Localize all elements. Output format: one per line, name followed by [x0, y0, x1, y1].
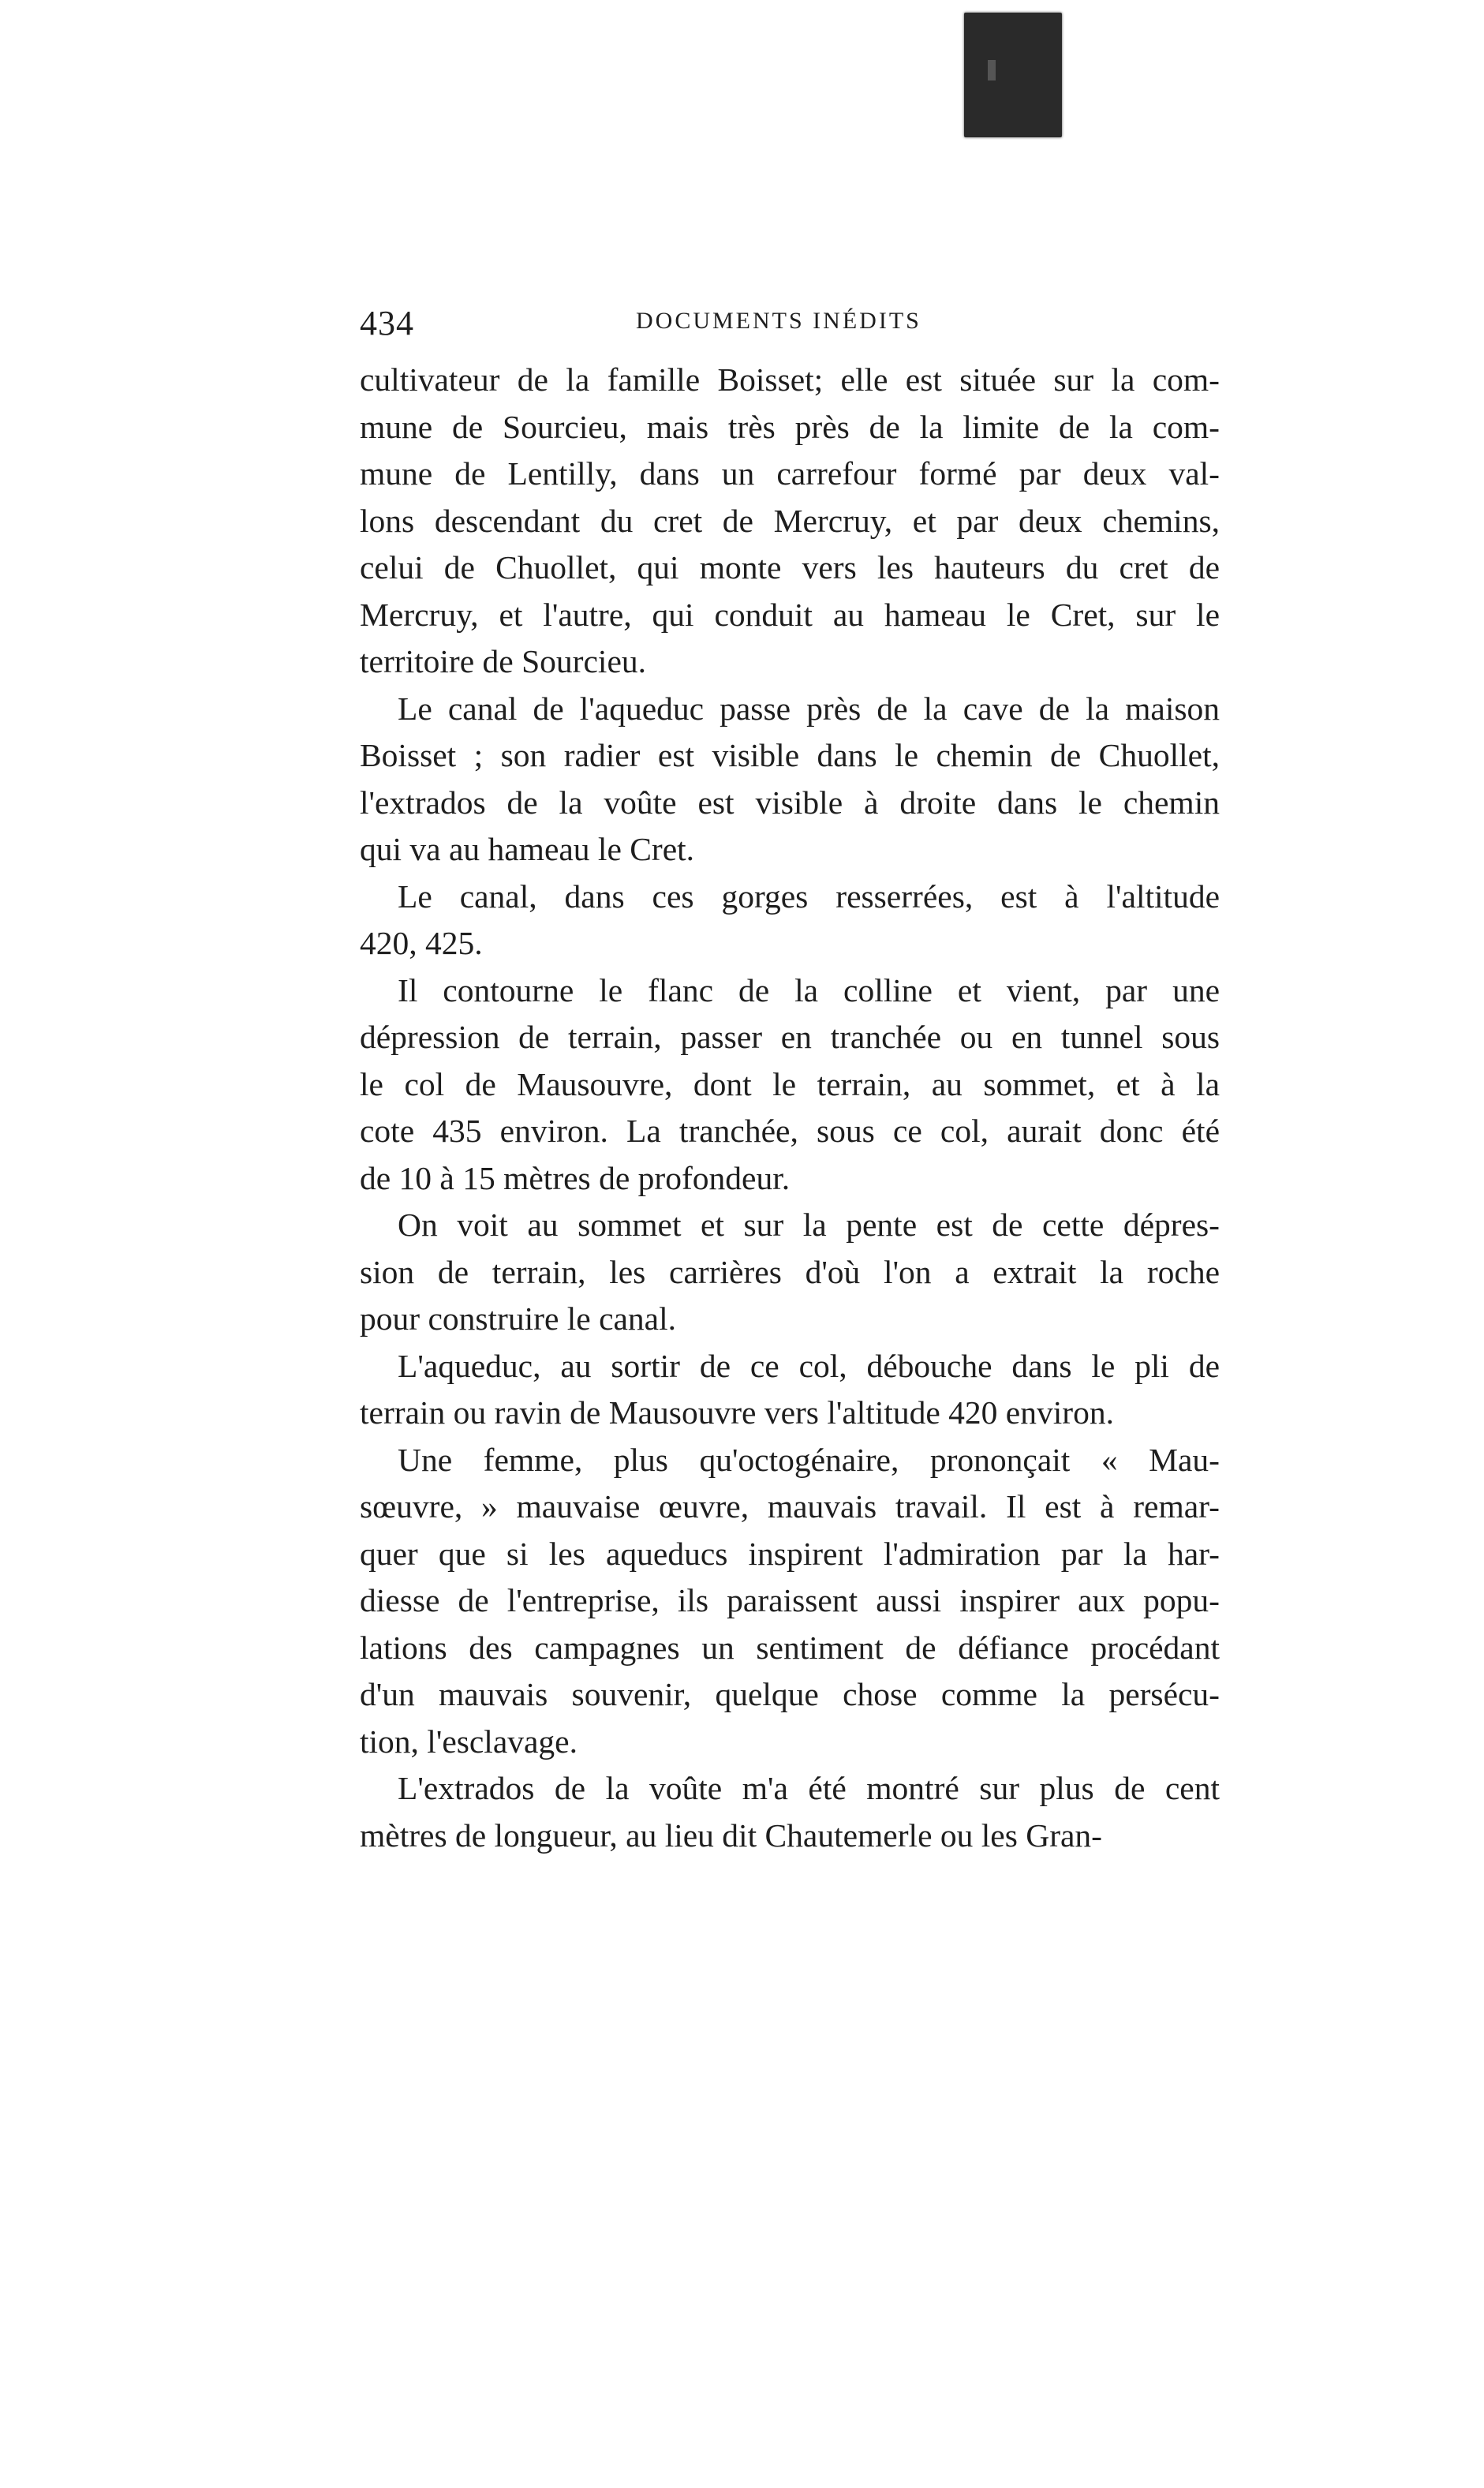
- text-line: Une femme, plus qu'octogénaire, prononçait « Mau-: [398, 1441, 1220, 1478]
- text-line: On voit au sommet et sur la pente est de cette dépres-: [398, 1207, 1220, 1243]
- text-line: pour construire le canal.: [360, 1300, 676, 1337]
- text-line: l'extrados de la voûte est visible à droite dans le chemin: [360, 784, 1220, 821]
- text-line: cote 435 environ. La tranchée, sous ce col, aurait donc été: [360, 1113, 1220, 1149]
- text-line: tion, l'esclavage.: [360, 1723, 578, 1760]
- binding-tab-mark: [964, 13, 1062, 137]
- text-line: territoire de Sourcieu.: [360, 643, 646, 679]
- paragraph-p3: [360, 874, 1220, 967]
- text-line: quer que si les aqueducs inspirent l'admiration par la har-: [360, 1535, 1220, 1572]
- text-line: diesse de l'entreprise, ils paraissent aussi inspirer aux popu-: [360, 1582, 1220, 1618]
- text-line: Mercruy, et l'autre, qui conduit au hameau le Cret, sur le: [360, 596, 1220, 633]
- text-line: terrain ou ravin de Mausouvre vers l'altitude 420 environ.: [360, 1394, 1114, 1431]
- paragraph-p7: [360, 1437, 1220, 1766]
- text-line: le col de Mausouvre, dont le terrain, au sommet, et à la: [360, 1065, 1220, 1102]
- text-line: mune de Lentilly, dans un carrefour formé par deux val-: [360, 455, 1220, 492]
- paragraph-p4: [360, 967, 1220, 1203]
- running-title: DOCUMENTS INÉDITS: [636, 308, 921, 334]
- text-line: Boisset ; son radier est visible dans le chemin de Chuollet,: [360, 737, 1220, 773]
- text-line: lations des campagnes un sentiment de défiance procédant: [360, 1629, 1220, 1666]
- text-line: 420, 425.: [360, 925, 483, 961]
- text-line: L'aqueduc, au sortir de ce col, débouche dans le pli de: [398, 1347, 1220, 1384]
- text-line: lons descendant du cret de Mercruy, et par deux chemins,: [360, 502, 1220, 539]
- text-line: Le canal de l'aqueduc passe près de la cave de la maison: [398, 690, 1220, 727]
- text-line: d'un mauvais souvenir, quelque chose comme la persécu-: [360, 1676, 1220, 1712]
- text-line: Il contourne le flanc de la colline et vient, par une: [398, 971, 1220, 1008]
- text-line: sœuvre, » mauvaise œuvre, mauvais travail. Il est à remar-: [360, 1488, 1220, 1525]
- text-line: dépression de terrain, passer en tranchée ou en tunnel sous: [360, 1019, 1220, 1055]
- text-line: mune de Sourcieu, mais très près de la limite de la com-: [360, 408, 1220, 445]
- paragraph-p1: [360, 357, 1220, 686]
- text-line: de 10 à 15 mètres de profondeur.: [360, 1159, 791, 1196]
- paragraph-p6: [360, 1343, 1220, 1437]
- page-header: [360, 298, 1220, 346]
- text-line: cultivateur de la famille Boisset; elle est située sur la com-: [360, 361, 1220, 398]
- paragraph-p2: [360, 686, 1220, 874]
- paragraph-p5: [360, 1202, 1220, 1343]
- text-line: celui de Chuollet, qui monte vers les hauteurs du cret de: [360, 549, 1220, 586]
- body-text: [360, 357, 1220, 1859]
- text-line: Le canal, dans ces gorges resserrées, est à l'altitude: [398, 877, 1220, 915]
- text-line: L'extrados de la voûte m'a été montré sur plus de cent: [398, 1770, 1220, 1806]
- text-line: mètres de longueur, au lieu dit Chautemerle ou les Gran-: [360, 1816, 1103, 1854]
- paragraph-p8: [360, 1765, 1220, 1859]
- text-line: qui va au hameau le Cret.: [360, 831, 695, 867]
- text-line: sion de terrain, les carrières d'où l'on a extrait la roche: [360, 1253, 1220, 1290]
- page-number: 434: [360, 304, 414, 342]
